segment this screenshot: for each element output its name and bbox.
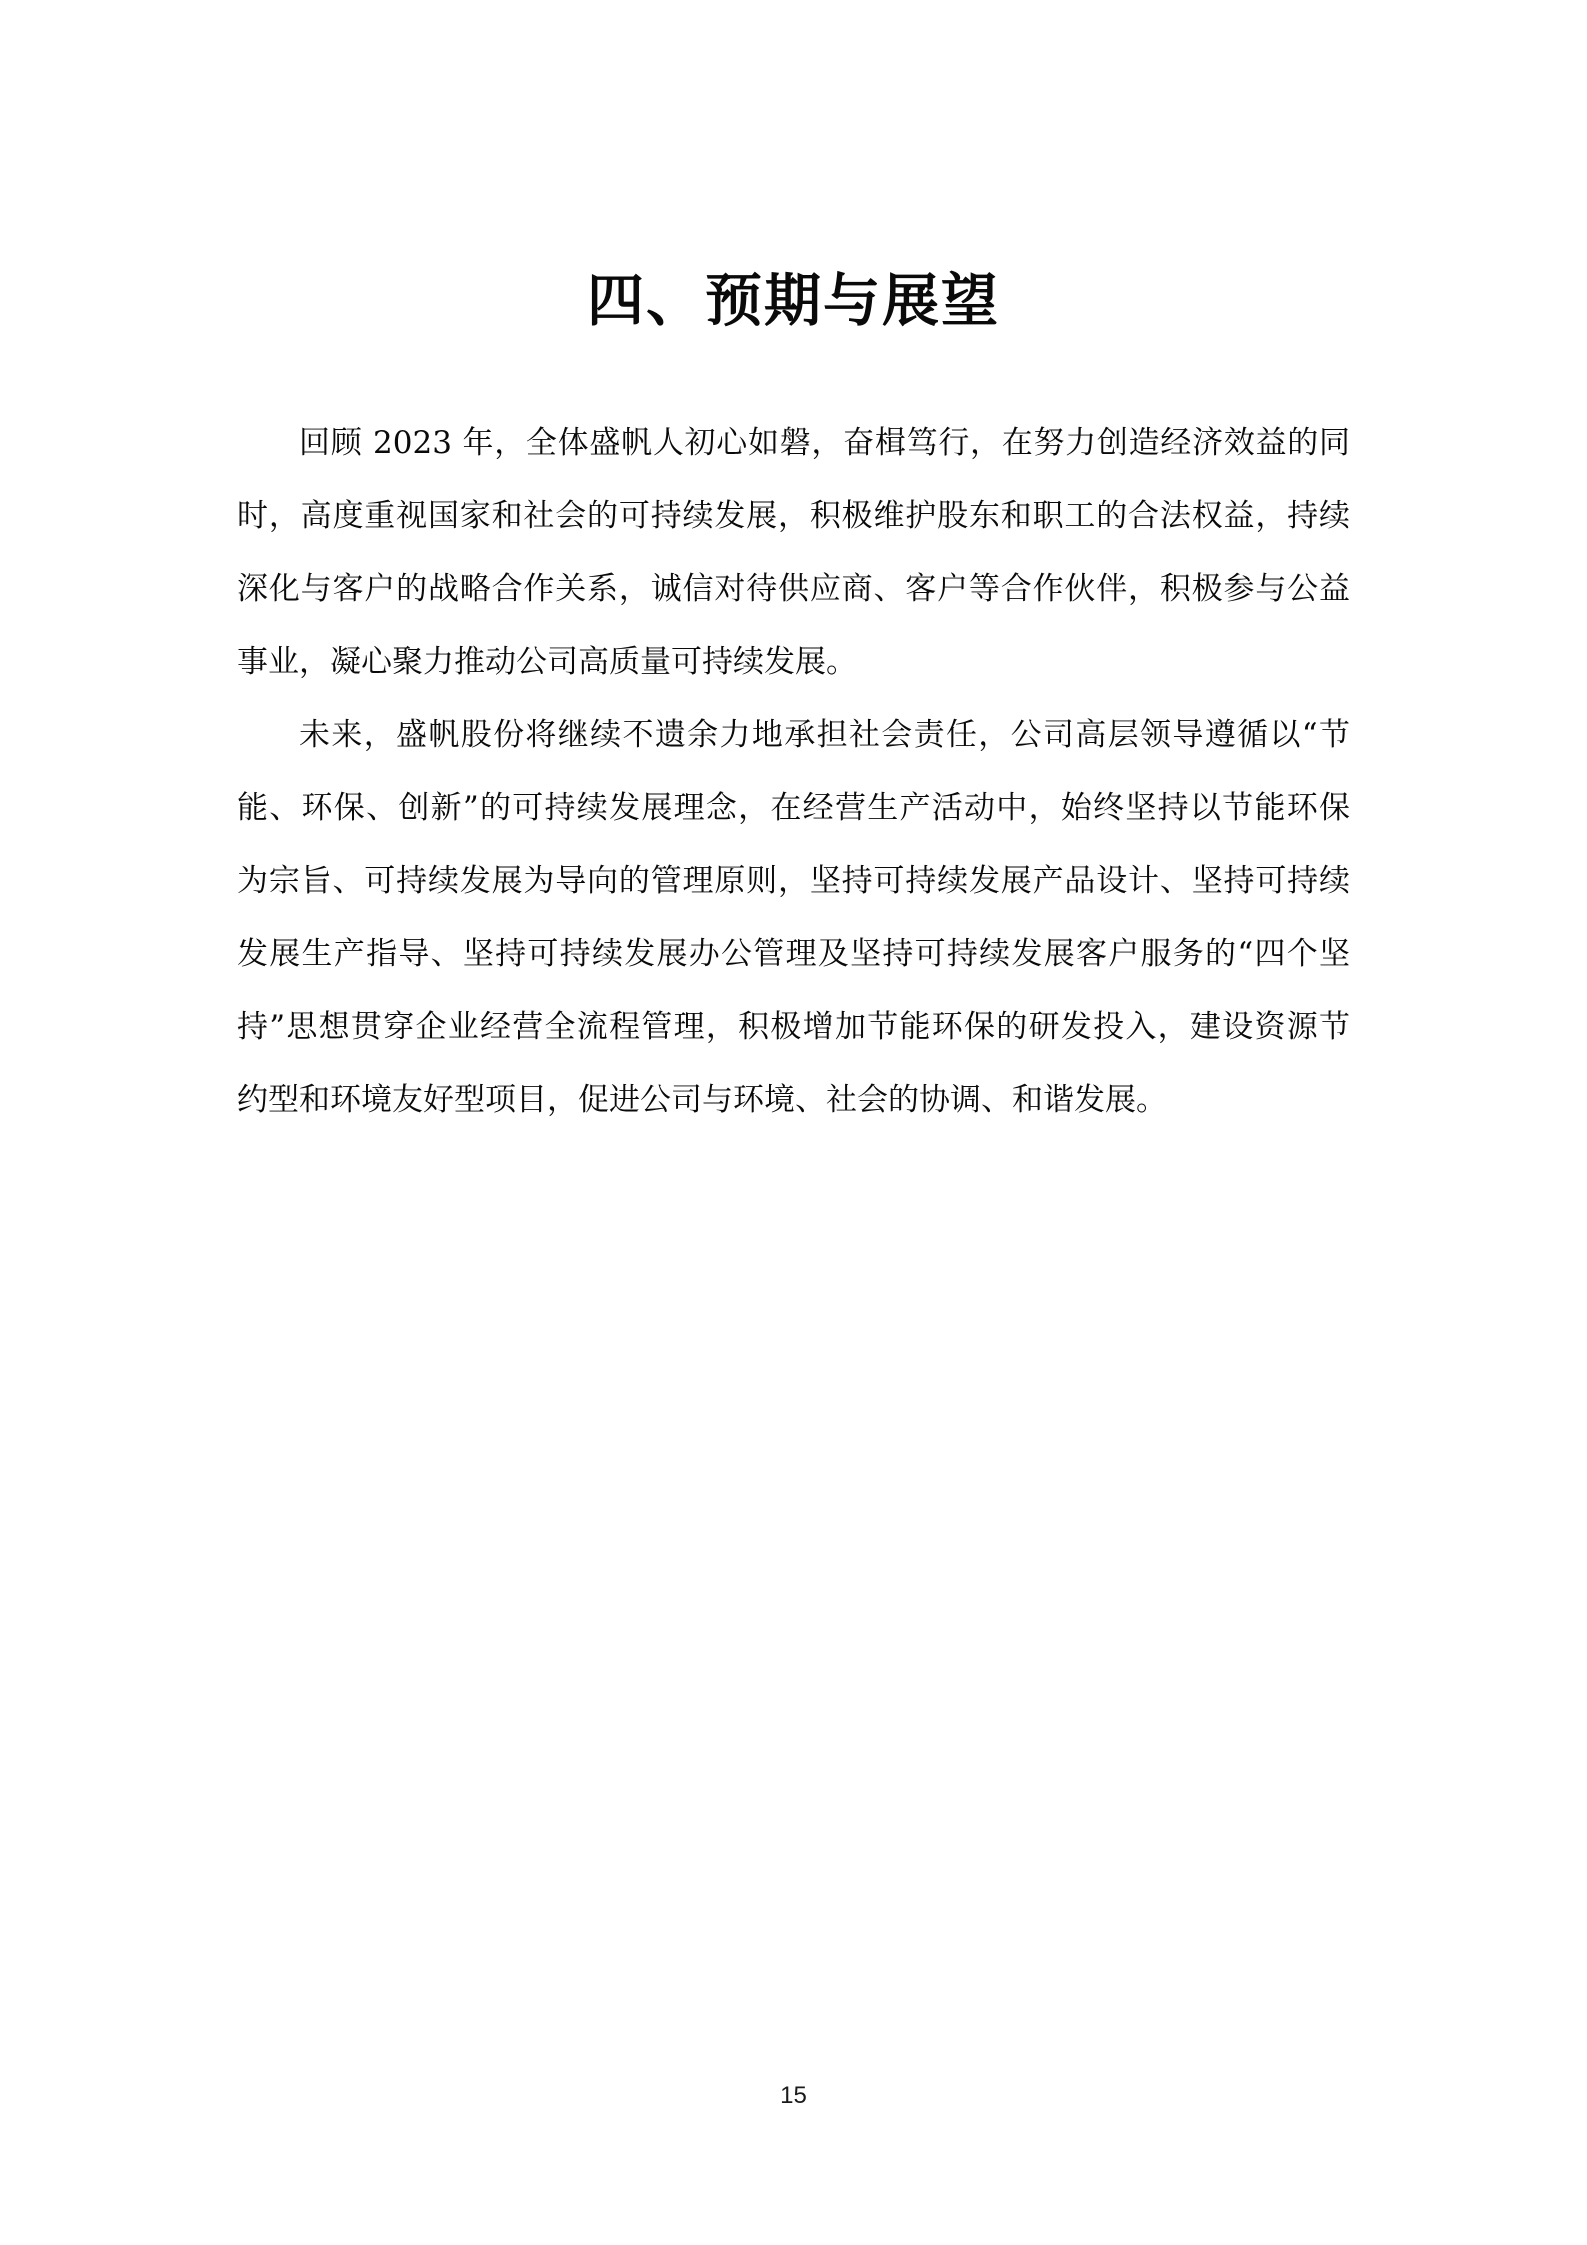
text-line: 深化与客户的战略合作关系，诚信对待供应商、客户等合作伙伴，积极参与公益 — [237, 571, 1350, 607]
document-body — [237, 407, 1350, 1137]
text-line: 持”思想贯穿企业经营全流程管理，积极增加节能环保的研发投入，建设资源节 — [237, 1009, 1350, 1045]
text-line: 约型和环境友好型项目，促进公司与环境、社会的协调、和谐发展。 — [237, 1082, 1167, 1118]
paragraph — [237, 407, 1350, 699]
text-line: 未来，盛帆股份将继续不遗余力地承担社会责任，公司高层领导遵循以“节 — [299, 717, 1350, 753]
text-line: 发展生产指导、坚持可持续发展办公管理及坚持可持续发展客户服务的“四个坚 — [237, 936, 1350, 972]
text-line: 为宗旨、可持续发展为导向的管理原则，坚持可持续发展产品设计、坚持可持续 — [237, 863, 1350, 899]
section-title: 四、预期与展望 — [587, 267, 1000, 334]
text-line: 事业，凝心聚力推动公司高质量可持续发展。 — [237, 644, 857, 680]
text-line: 能、环保、创新”的可持续发展理念，在经营生产活动中，始终坚持以节能环保 — [237, 790, 1350, 826]
page-number: 15 — [780, 2082, 807, 2109]
paragraph — [237, 699, 1350, 1137]
text-line: 时，高度重视国家和社会的可持续发展，积极维护股东和职工的合法权益，持续 — [237, 498, 1350, 534]
text-line: 回顾 2023 年，全体盛帆人初心如磐，奋楫笃行，在努力创造经济效益的同 — [299, 425, 1350, 461]
